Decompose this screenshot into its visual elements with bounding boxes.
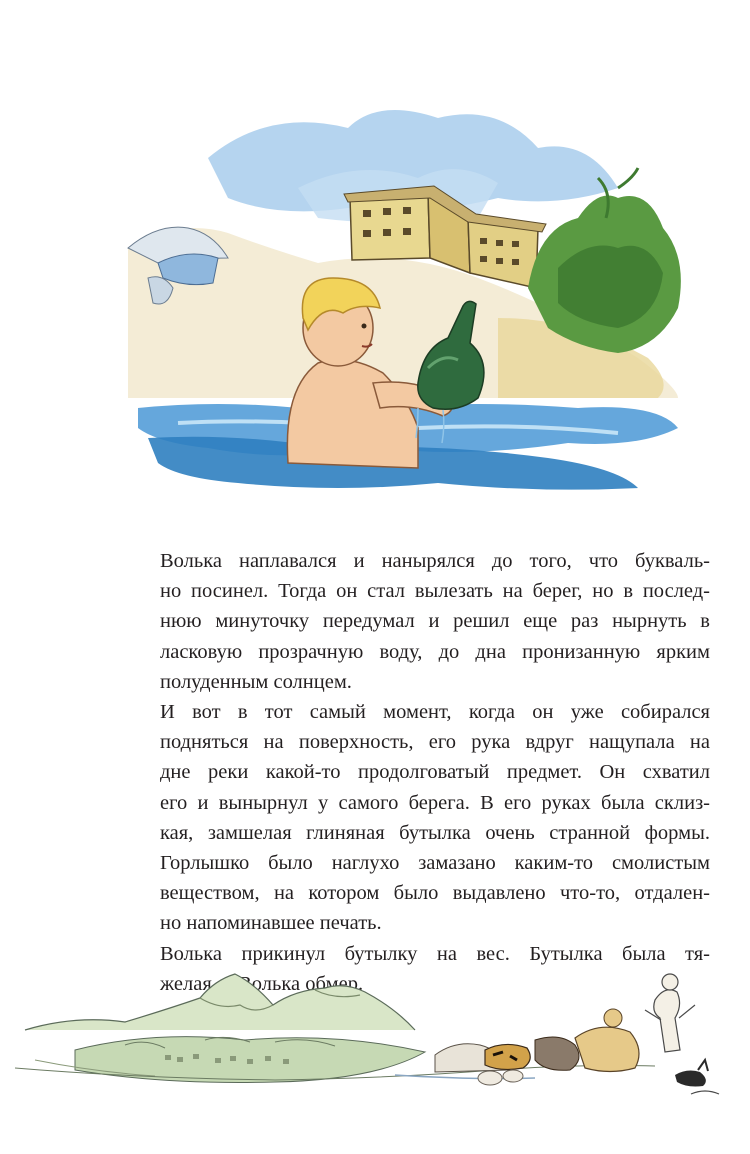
text-line: подняться на поверхность, его рука вдруг нащупала на (160, 731, 710, 754)
text-line: кая, замшелая глиняная бутылка очень странной формы. (160, 821, 710, 844)
text-line: но напоминавшее печать. (160, 912, 382, 935)
text-line: полуденным солнцем. (160, 670, 352, 693)
text-line: веществом, на котором было выдавлено что-то, отдален- (160, 882, 710, 905)
bottom-illustration-panorama (15, 960, 740, 1110)
text-line: ласковую прозрачную воду, до дна пронизанную ярким (160, 640, 710, 663)
characters-group (435, 974, 719, 1094)
paragraph (132, 697, 710, 939)
text-line: нюю минуточку передумал и решил еще раз нырнуть в (160, 610, 710, 633)
text-line: Горлышко было наглухо замазано каким-то смолистым (160, 852, 710, 875)
text-line: желая, и Волька обмер. (160, 972, 364, 995)
text-line: Волька прикинул бутылку на вес. Бутылка была тя- (160, 942, 710, 965)
text-line: но посинел. Тогда он стал вылезать на берег, но в послед- (160, 580, 710, 603)
text-line: И вот в тот самый момент, когда он уже собирался (160, 701, 710, 724)
top-illustration-boy-with-bottle (118, 98, 696, 508)
text-line: его и вынырнул у самого берега. В его руках была склиз- (160, 791, 710, 814)
mountains (25, 974, 415, 1030)
valley-town (35, 1037, 425, 1083)
text-line: дне реки какой-то продолговатый предмет. Он схватил (160, 761, 710, 784)
text-line: Волька наплавался и нанырялся до того, что букваль- (160, 550, 710, 572)
story-text (132, 546, 710, 999)
paragraph (132, 546, 710, 697)
